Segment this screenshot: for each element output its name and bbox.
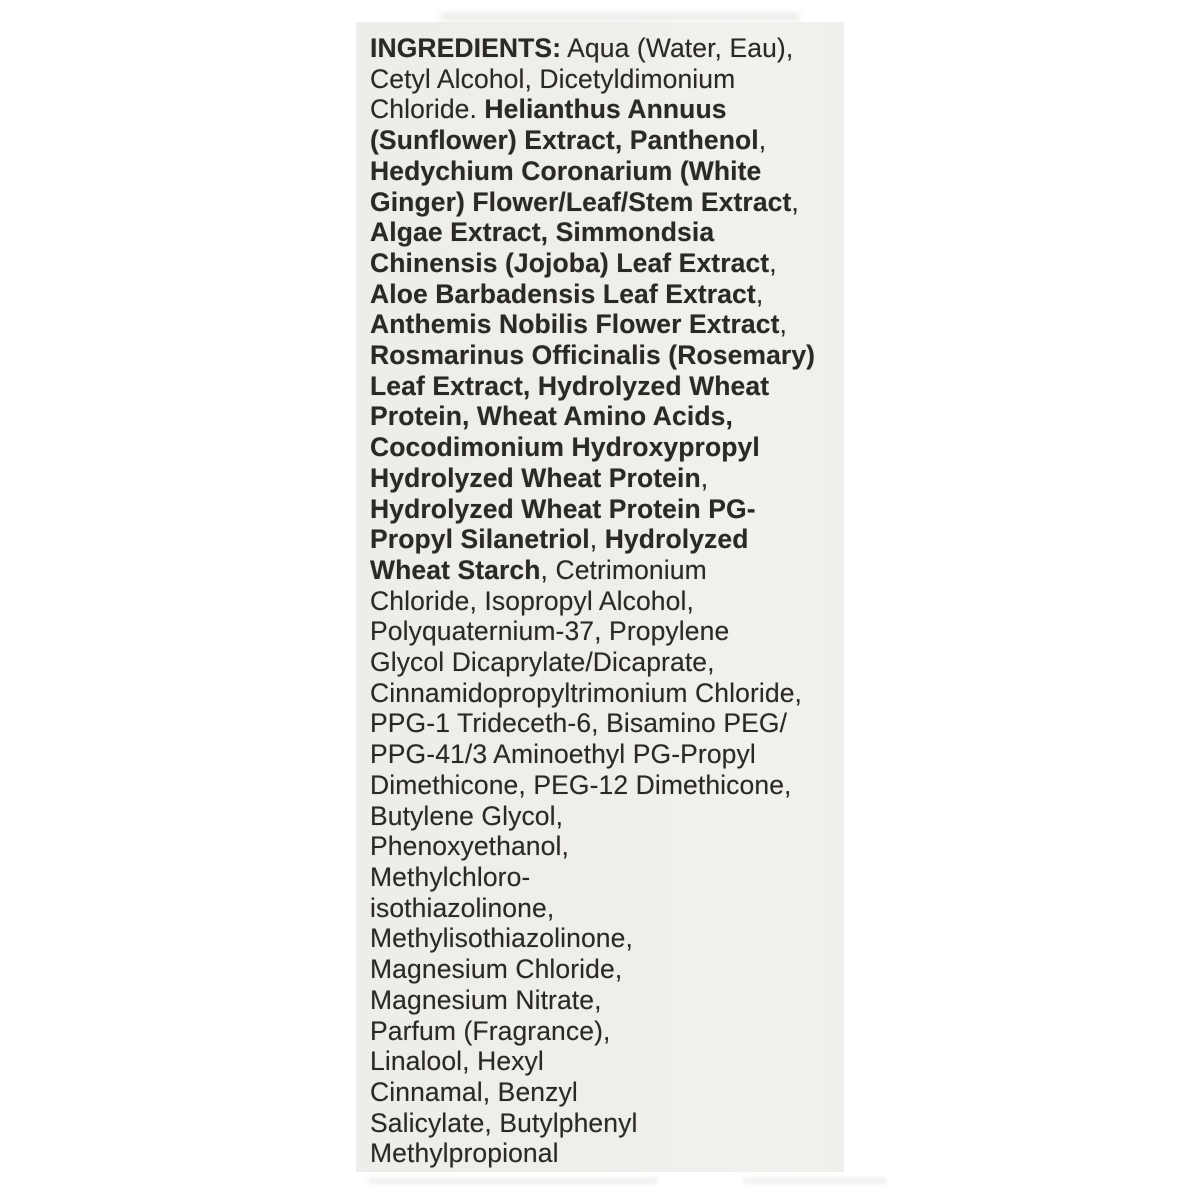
ingredient-segment: , — [589, 524, 605, 555]
ingredient-line — [370, 893, 840, 924]
ingredient-line — [370, 831, 840, 862]
label-bottom-shadow — [742, 1178, 887, 1184]
ingredient-segment: Magnesium Nitrate, — [370, 984, 602, 1015]
ingredient-segment-bold: Propyl Silanetriol — [370, 524, 590, 555]
ingredient-segment: Aqua (Water, Eau), — [561, 33, 794, 63]
ingredient-line — [370, 739, 840, 770]
ingredient-line — [370, 401, 840, 432]
ingredient-line — [370, 985, 840, 1016]
ingredient-segment: Chloride. — [370, 94, 485, 125]
label-bottom-shadow — [368, 1178, 658, 1184]
ingredient-line — [370, 156, 840, 187]
ingredient-segment: Salicylate, Butylphenyl — [370, 1107, 638, 1138]
ingredient-segment: Methylchloro- — [370, 861, 531, 892]
ingredient-line — [370, 586, 840, 617]
ingredient-line — [370, 954, 840, 985]
ingredient-segment: , — [755, 278, 764, 309]
ingredient-line — [370, 187, 840, 218]
ingredient-segment: Methylisothiazolinone, — [370, 923, 633, 954]
ingredient-segment: Polyquaternium-37, Propylene — [370, 616, 730, 647]
ingredient-segment: Dimethicone, PEG-12 Dimethicone, — [370, 769, 792, 800]
ingredient-line — [370, 801, 840, 832]
ingredient-segment: PPG-41/3 Aminoethyl PG-Propyl — [370, 739, 756, 770]
ingredient-segment: Phenoxyethanol, — [370, 831, 569, 862]
ingredient-segment: Parfum (Fragrance), — [370, 1015, 611, 1046]
ingredient-line — [370, 125, 840, 156]
ingredient-segment-bold: Hydrolyzed — [604, 524, 749, 555]
ingredient-line — [370, 64, 840, 95]
ingredient-segment-bold: Leaf Extract, Hydrolyzed Wheat — [370, 370, 770, 401]
ingredient-segment-bold: Hydrolyzed Wheat Protein PG- — [370, 493, 756, 524]
ingredients-text — [370, 33, 840, 1169]
ingredient-segment: Chloride, Isopropyl Alcohol, — [370, 585, 694, 616]
ingredient-segment-bold: Hedychium Coronarium (White — [370, 155, 762, 186]
ingredient-segment-bold: Rosmarinus Officinalis (Rosemary) — [370, 340, 816, 371]
ingredient-line — [370, 1077, 840, 1108]
ingredient-line — [370, 770, 840, 801]
ingredient-segment-bold: Hydrolyzed Wheat Protein — [370, 462, 701, 493]
label-top-shadow — [440, 12, 800, 21]
ingredient-line — [370, 463, 840, 494]
ingredient-segment: Linalool, Hexyl — [370, 1046, 544, 1077]
ingredient-segment: isothiazolinone, — [370, 892, 555, 923]
ingredient-segment-bold: Protein, Wheat Amino Acids, — [370, 401, 733, 432]
ingredient-segment-bold: Aloe Barbadensis Leaf Extract — [370, 278, 756, 309]
ingredient-line — [370, 647, 840, 678]
ingredient-line — [370, 279, 840, 310]
ingredient-segment: , — [769, 247, 777, 278]
ingredient-segment: Magnesium Chloride, — [370, 954, 623, 985]
ingredient-segment: PPG-1 Trideceth-6, Bisamino PEG/ — [370, 708, 788, 739]
ingredient-segment-bold: Ginger) Flower/Leaf/Stem Extract — [370, 186, 792, 217]
ingredient-line — [370, 371, 840, 402]
ingredient-line — [370, 248, 840, 279]
ingredient-line — [370, 678, 840, 709]
ingredient-segment-bold: (Sunflower) Extract, Panthenol — [370, 125, 759, 156]
ingredients-label — [356, 22, 844, 1172]
ingredient-segment: Cetyl Alcohol, Dicetyldimonium — [370, 63, 736, 94]
ingredient-line — [370, 1108, 840, 1139]
ingredient-segment-bold: Algae Extract, Simmondsia — [370, 217, 715, 248]
ingredient-segment: Methylpropional — [370, 1138, 559, 1169]
ingredient-line — [370, 1046, 840, 1077]
ingredient-segment: Glycol Dicaprylate/Dicaprate, — [370, 647, 715, 678]
ingredient-line — [370, 494, 840, 525]
ingredient-segment: Cinnamal, Benzyl — [370, 1076, 578, 1107]
ingredient-line — [370, 862, 840, 893]
ingredient-segment-bold: Anthemis Nobilis Flower Extract — [370, 309, 780, 340]
ingredient-segment: , Cetrimonium — [540, 554, 707, 585]
ingredient-segment: Butylene Glycol, — [370, 800, 564, 831]
ingredient-segment: , — [758, 125, 767, 156]
ingredient-line — [370, 217, 840, 248]
ingredient-segment-bold: INGREDIENTS: — [370, 33, 562, 63]
ingredient-line — [370, 524, 840, 555]
ingredient-segment: , — [700, 462, 709, 493]
ingredient-line — [370, 340, 840, 371]
ingredient-segment-bold: Wheat Starch — [370, 554, 541, 585]
ingredient-line — [370, 555, 840, 586]
ingredient-segment: , — [779, 309, 787, 340]
ingredient-line — [370, 923, 840, 954]
ingredient-line — [370, 309, 840, 340]
ingredient-segment-bold: Chinensis (Jojoba) Leaf Extract — [370, 247, 770, 278]
ingredient-line — [370, 1138, 840, 1169]
ingredient-line — [370, 1016, 840, 1047]
ingredient-line — [370, 33, 840, 64]
ingredient-segment: , — [791, 186, 799, 217]
ingredient-segment: Cinnamidopropyltrimonium Chloride, — [370, 677, 802, 708]
ingredient-line — [370, 432, 840, 463]
ingredient-line — [370, 616, 840, 647]
ingredient-line — [370, 94, 840, 125]
ingredient-segment-bold: Helianthus Annuus — [484, 94, 727, 125]
ingredient-line — [370, 708, 840, 739]
ingredient-segment-bold: Cocodimonium Hydroxypropyl — [370, 432, 760, 463]
